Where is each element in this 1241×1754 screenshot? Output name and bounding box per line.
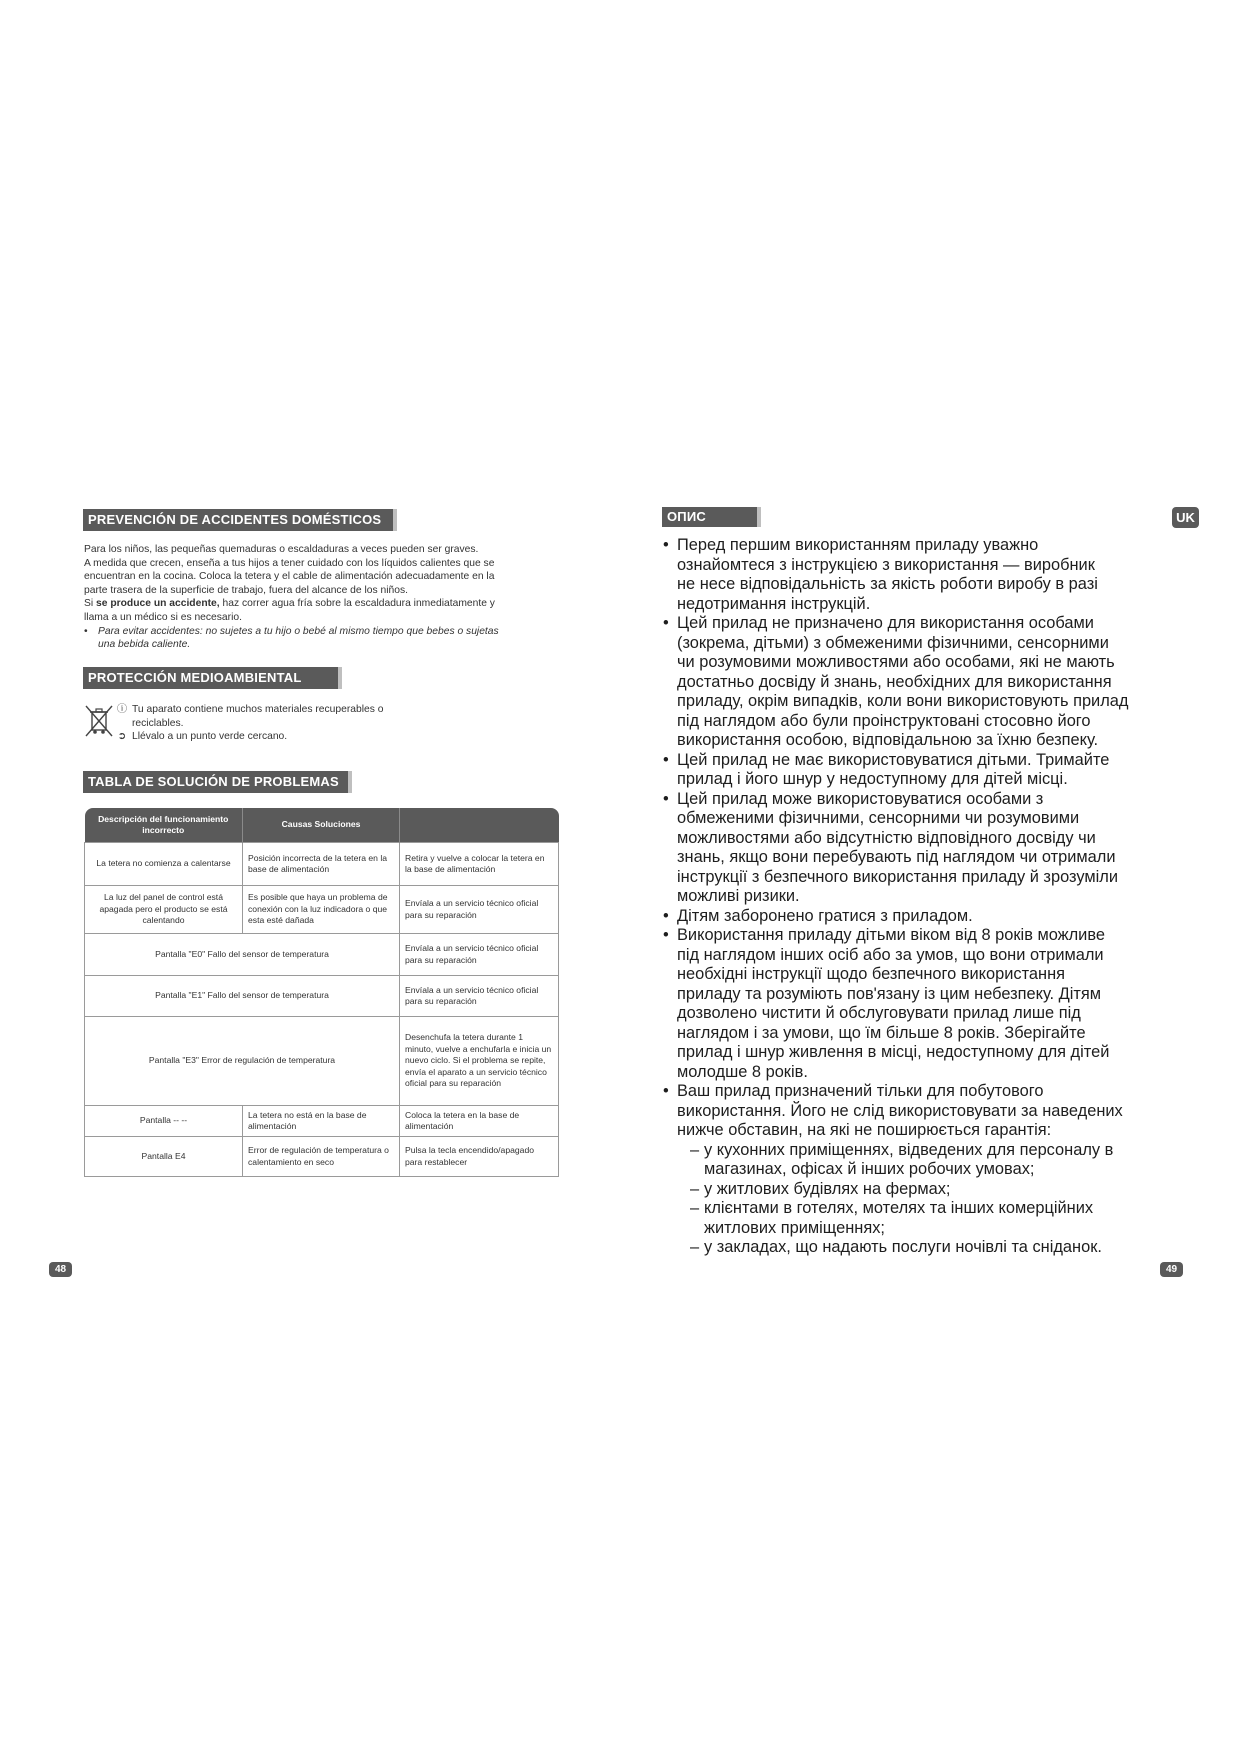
dash-marker: –	[690, 1179, 700, 1198]
table-cell: Envíala a un servicio técnico oficial para su reparación	[400, 886, 559, 934]
dash-marker: –	[690, 1199, 700, 1217]
list-line: можливостями або відсутністю відповідного досвіду чи	[677, 828, 1096, 847]
language-badge: UK	[1172, 507, 1199, 528]
sub-line: у житлових будівлях на фермах;	[704, 1179, 951, 1198]
list-line: Цей прилад не призначено для використання особами	[677, 614, 1094, 632]
list-line: обмеженими фізичними, сенсорними чи розумовими	[677, 809, 1080, 827]
dash-marker: –	[690, 1140, 700, 1159]
table-cell: Pantalla -- --	[85, 1106, 243, 1137]
page-number-left: 48	[49, 1262, 72, 1277]
env-line-1	[116, 703, 384, 717]
list-line: не несе відповідальність за якість роботи виробу в разі	[677, 575, 1098, 593]
list-line: прилад і його шнур у недоступному для дітей місці.	[677, 770, 1068, 788]
info-circle-icon: ⓘ	[116, 704, 128, 715]
bullet-dot-icon: •	[663, 750, 669, 769]
list-line: використання особою, відповідальною за їхню безпеку.	[677, 731, 1099, 749]
uk-bullet-list	[663, 536, 1163, 1258]
table-cell: Pantalla "E0" Fallo del sensor de temperatura	[85, 934, 400, 976]
sub-line: житлових приміщеннях;	[704, 1218, 885, 1237]
prevention-line: parte trasera de la superficie de trabajo, fuera del alcance de los niños.	[84, 584, 408, 596]
table-cell: Envíala a un servicio técnico oficial para su reparación	[400, 934, 559, 976]
prevention-bullet	[84, 625, 558, 652]
list-line: нижче обставин, на які не поширюється гарантія:	[677, 1121, 1052, 1139]
list-item	[663, 751, 1163, 790]
bullet-dot-icon: •	[663, 1082, 669, 1100]
list-line: Цей прилад може використовуватися особами з	[677, 789, 1044, 808]
table-cell: Pulsa la tecla encendido/apagado para restablecer	[400, 1137, 559, 1177]
list-line: під наглядом інших осіб або за умов, що вони отримали	[677, 945, 1104, 964]
table-cell: La tetera no está en la base de alimentación	[243, 1106, 400, 1137]
table-row	[85, 1137, 559, 1177]
prevention-line: Para los niños, las pequeñas quemaduras o escaldaduras a veces pueden ser graves.	[84, 544, 479, 555]
list-line: прилад і шнур живлення в місці, недоступному для дітей	[677, 1043, 1110, 1061]
table-cell: Coloca la tetera en la base de alimentación	[400, 1106, 559, 1137]
list-line: Дітям заборонено гратися з приладом.	[677, 906, 973, 925]
accident-rest: haz correr agua fría sobre la escaldadura inmediatamente y	[219, 598, 495, 610]
list-line: дозволено чистити й обслуговувати прилад лише під	[677, 1004, 1081, 1022]
list-line: приладу та розуміють пов'язану із цим небезпеку. Дітям	[677, 984, 1102, 1003]
table-cell: La luz del panel de control está apagada pero el producto se está calentando	[85, 886, 243, 934]
bullet-dot-icon: •	[84, 625, 88, 637]
list-line: Використання приладу дітьми віком від 8 років можливе	[677, 926, 1105, 944]
table-cell: Pantalla "E1" Fallo del sensor de temperatura	[85, 976, 400, 1017]
section-title-environment: PROTECCIÓN MEDIOAMBIENTAL	[83, 667, 342, 689]
table-row	[85, 934, 559, 976]
table-header: Descripción del funcionamiento incorrecto	[85, 808, 243, 843]
env-line-1a: Tu aparato contiene muchos materiales recuperables o	[132, 704, 384, 715]
sub-line: магазинах, офісах й інших робочих умовах;	[704, 1160, 1035, 1178]
dash-marker: –	[690, 1238, 700, 1256]
list-item	[663, 614, 1163, 751]
accident-line	[84, 597, 558, 611]
list-line: інструкції з безпечного використання приладу й зрозуміли	[677, 867, 1118, 886]
list-line: знань, якщо вони перебувають під наглядом чи отримали	[677, 848, 1116, 866]
left-page	[0, 0, 620, 1754]
sub-list-item	[663, 1141, 1163, 1180]
list-item	[663, 536, 1163, 614]
accident-bold: se produce un accidente,	[96, 598, 220, 610]
list-line: Ваш прилад призначений тільки для побутового	[677, 1082, 1044, 1100]
list-line: можливі ризики.	[677, 887, 800, 905]
list-item	[663, 1082, 1163, 1141]
bullet-dot-icon: •	[663, 906, 669, 925]
table-row	[85, 1106, 559, 1137]
list-line: чи розумовими можливостями або особами, які не мають	[677, 653, 1115, 671]
section-title-prevention: PREVENCIÓN DE ACCIDENTES DOMÉSTICOS	[83, 509, 397, 531]
prevention-line: encuentran en la cocina. Coloca la tetera y el cable de alimentación adecuadamente en la	[84, 571, 495, 583]
environment-block	[84, 703, 484, 745]
table-row	[85, 1017, 559, 1106]
sub-list-item	[663, 1180, 1163, 1200]
sub-line: клієнтами в готелях, мотелях та інших комерційних	[704, 1199, 1094, 1217]
table-header: Causas Soluciones	[243, 808, 400, 843]
list-line: недотримання інструкцій.	[677, 594, 871, 613]
table-header-row	[85, 808, 559, 843]
sub-line: у закладах, що надають послуги ночівлі та сніданок.	[704, 1238, 1102, 1256]
table-cell: Es posible que haya un problema de conexión con la luz indicadora o que esta esté dañada	[243, 886, 400, 934]
list-item	[663, 907, 1163, 927]
bullet-dot-icon: •	[663, 926, 669, 944]
table-cell: Envíala a un servicio técnico oficial para su reparación	[400, 976, 559, 1017]
arrow-right-icon: ➲	[117, 731, 127, 743]
bullet-line: Para evitar accidentes: no sujetes a tu hijo o bebé al mismo tiempo que bebes o sujetas	[98, 625, 499, 637]
list-line: (зокрема, дітьми) з обмеженими фізичними, сенсорними	[677, 633, 1109, 652]
table-cell: La tetera no comienza a calentarse	[85, 843, 243, 886]
table-cell: Pantalla "E3" Error de regulación de temperatura	[85, 1017, 400, 1106]
list-item	[663, 926, 1163, 1082]
table-cell: Posición incorrecta de la tetera en la base de alimentación	[243, 843, 400, 886]
sub-list-item	[663, 1238, 1163, 1258]
list-line: Цей прилад не має використовуватися дітьми. Тримайте	[677, 750, 1110, 769]
table-row	[85, 976, 559, 1017]
list-line: використання. Його не слід використовувати за наведених	[677, 1101, 1123, 1120]
list-line: наглядом і за умови, що їм більше 8 років. Зберігайте	[677, 1023, 1086, 1042]
env-line-1b: reciclables.	[132, 717, 184, 729]
table-cell: Retira y vuelve a colocar la tetera en la base de alimentación	[400, 843, 559, 886]
list-line: достатньо досвіду й знань, необхідних для використання	[677, 672, 1112, 691]
env-line-2	[117, 730, 288, 744]
table-row	[85, 886, 559, 934]
list-item	[663, 790, 1163, 907]
bullet-dot-icon: •	[663, 536, 669, 554]
prevention-line: A medida que crecen, enseña a tus hijos a tener cuidado con los líquidos calientes que se	[84, 557, 495, 569]
accident-prefix: Si	[84, 598, 97, 610]
list-line: приладу, окрім випадків, коли вони використовують прилад	[677, 692, 1129, 710]
table-cell: Pantalla E4	[85, 1137, 243, 1177]
list-line: під наглядом або були проінструктовані стосовно його	[677, 711, 1091, 730]
prevention-text	[84, 543, 558, 652]
bullet-line: una bebida caliente.	[98, 639, 191, 651]
list-line: молодше 8 років.	[677, 1062, 808, 1081]
table-row	[85, 843, 559, 886]
bullet-dot-icon: •	[663, 789, 669, 808]
sub-list-item	[663, 1199, 1163, 1238]
table-cell: Error de regulación de temperatura o calentamiento en seco	[243, 1137, 400, 1177]
section-title-opys: ОПИС	[662, 507, 761, 527]
sub-line: у кухонних приміщеннях, відведених для персоналу в	[704, 1140, 1114, 1159]
page-number-right: 49	[1160, 1262, 1183, 1277]
troubleshooting-table	[84, 808, 559, 1177]
list-line: необхідні інструкції щодо безпечного використання	[677, 965, 1066, 983]
list-line: Перед першим використанням приладу уважно	[677, 536, 1039, 554]
crossed-bin-icon	[84, 703, 114, 739]
section-title-troubleshooting: TABLA DE SOLUCIÓN DE PROBLEMAS	[83, 771, 352, 793]
list-line: ознайомтеся з інструкцією з використання — виробник	[677, 555, 1095, 574]
accident-line-2: llama a un médico si es necesario.	[84, 611, 242, 623]
bullet-dot-icon: •	[663, 614, 669, 632]
table-header	[400, 808, 559, 843]
env-line-2-text: Llévalo a un punto verde cercano.	[132, 731, 288, 743]
table-cell: Desenchufa la tetera durante 1 minuto, vuelve a enchufarla e inicia un nuevo ciclo. Si el problema se repite, envía el aparato a un servicio técnico oficial para su reparación	[400, 1017, 559, 1106]
